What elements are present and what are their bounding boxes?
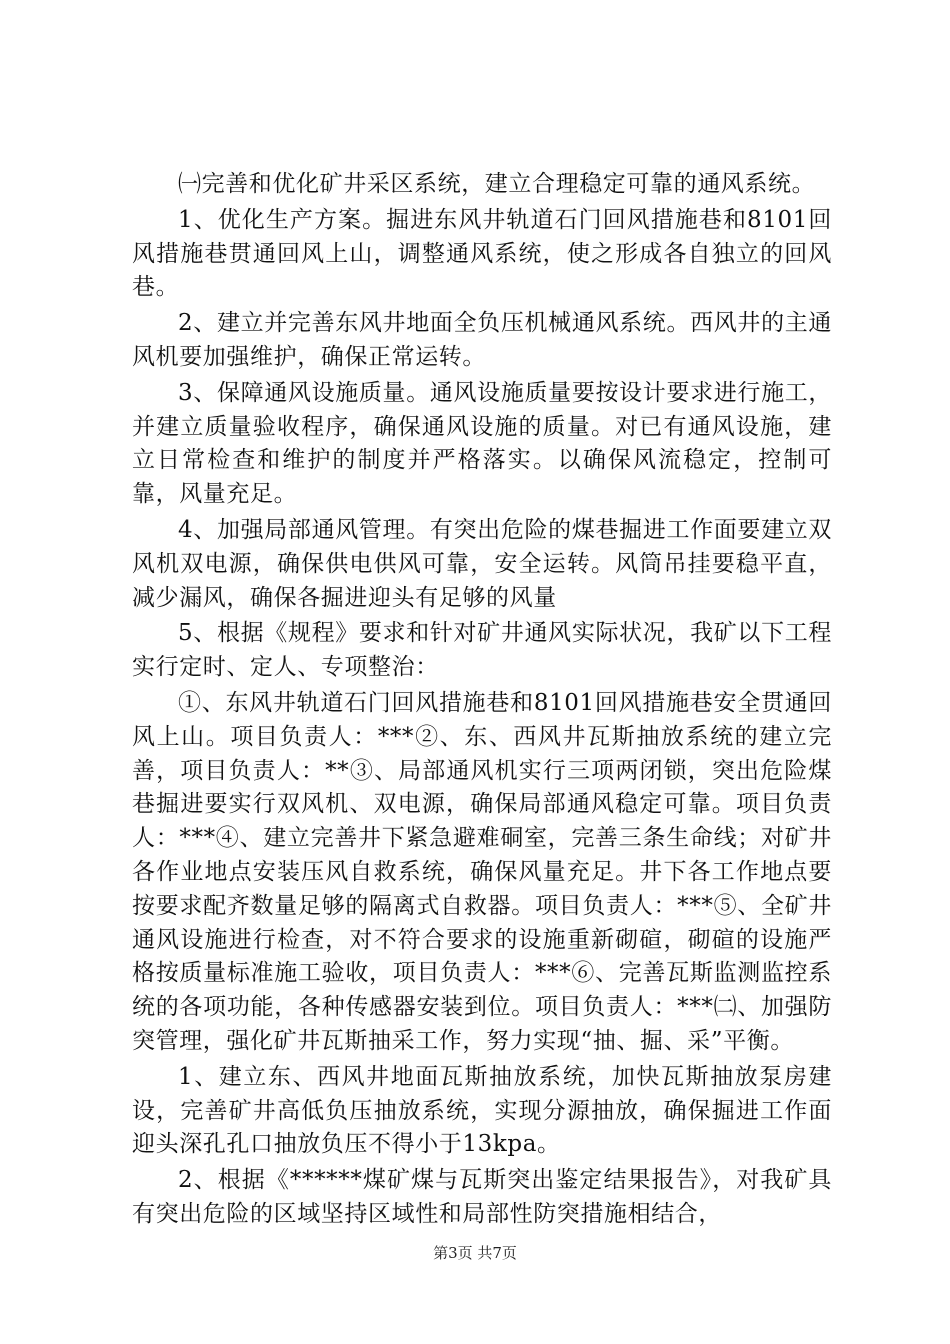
paragraph-item-5: 5、根据《规程》要求和针对矿井通风实际状况，我矿以下工程实行定时、定人、专项整治： [132, 620, 832, 681]
page-footer: 第3页 共7页 [433, 1244, 517, 1262]
paragraph-gas-item-2: 2、根据《******煤矿煤与瓦斯突出鉴定结果报告》，对我矿具有突出危险的区域坚持区域性和局部性防突措施相结合， [132, 1167, 832, 1227]
paragraph-item-2: 2、建立并完善东风井地面全负压机械通风系统。西风井的主通风机要加强维护，确保正常运转。 [132, 310, 832, 370]
paragraph-item-3: 3、保障通风设施质量。通风设施质量要按设计要求进行施工，并建立质量验收程序，确保通风设施的质量。对已有通风设施，建立日常检查和维护的制度并严格落实。以确保风流稳定，控制可靠，风量充足。 [132, 379, 832, 508]
paragraph-gas-item-1: 1、建立东、西风井地面瓦斯抽放系统，加快瓦斯抽放泵房建设，完善矿井高低负压抽放系统，实现分源抽放，确保掘进工作面迎头深孔孔口抽放负压不得小于13kpa。 [132, 1063, 832, 1158]
paragraph-item-4: 4、加强局部通风管理。有突出危险的煤巷掘进工作面要建立双风机双电源，确保供电供风可靠，安全运转。风筒吊挂要稳平直，减少漏风，确保各掘进迎头有足够的风量 [132, 516, 832, 611]
paragraph-project-list: ①、东风井轨道石门回风措施巷和8101回风措施巷安全贯通回风上山。项目负责人：***②、东、西风井瓦斯抽放系统的建立完善，项目负责人：**③、局部通风机实行三项两闭锁，突出危险煤巷掘进要实行双风机、双电源，确保局部通风稳定可靠。项目负责人：***④、建立完善井下紧急避难硐室，完善三条生命线；对矿井各作业地点安装压风自救系统，确保风量充足。井下各工作地点要按要求配齐数量足够的隔离式自救器。项目负责人：***⑤、全矿井通风设施进行检查，对不符合要求的设施重新砌碹，砌碹的设施严格按质量标准施工验收，项目负责人：***⑥、完善瓦斯监测监控系统的各项功能，各种传感器安装到位。项目负责人：***㈡、加强防突管理，强化矿井瓦斯抽采工作，努力实现“抽、掘、采”平衡。 [132, 689, 832, 1054]
paragraph-item-1: 1、优化生产方案。掘进东风井轨道石门回风措施巷和8101回风措施巷贯通回风上山，调整通风系统，使之形成各自独立的回风巷。 [132, 206, 832, 301]
paragraph-section-1-heading: ㈠完善和优化矿井采区系统，建立合理稳定可靠的通风系统。 [178, 171, 816, 197]
document-body [132, 168, 832, 1234]
